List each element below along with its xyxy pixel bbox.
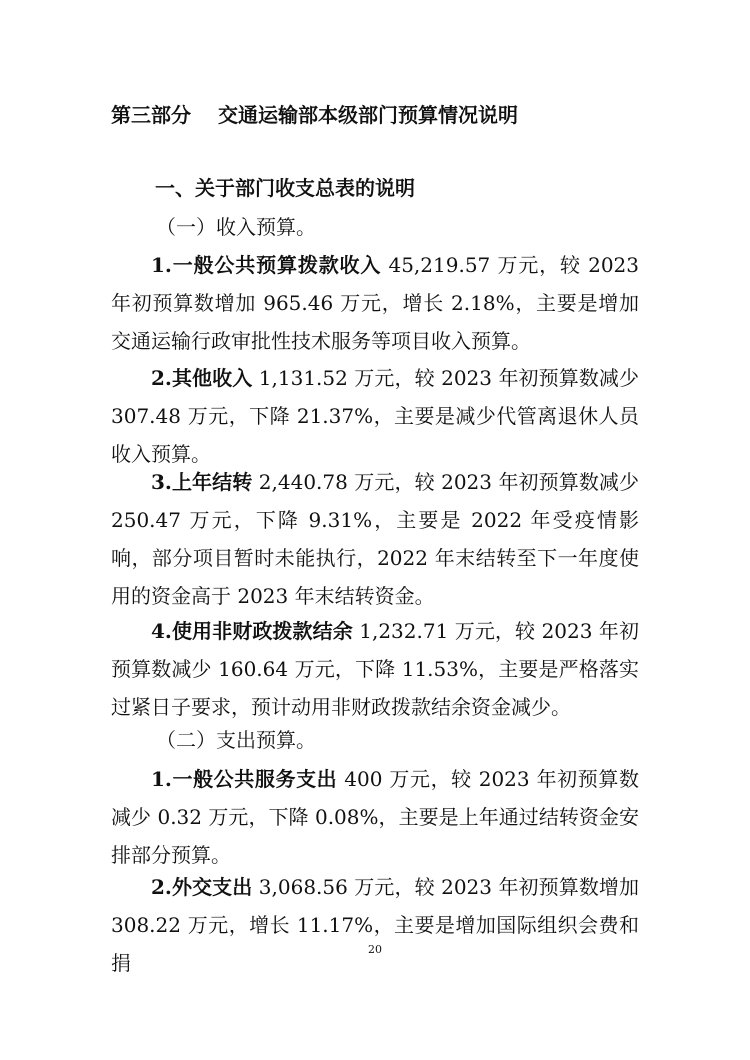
expenditure-item-1-text: 400 万元，较 2023 年初预算数减少 0.32 万元，下降 0.08%，主要是上年通过结转资金安排部分预算。 [111,767,639,867]
expenditure-item-2-text: 3,068.56 万元，较 2023 年初预算数增加 308.22 万元，增长 11.17%，主要是增加国际组织会费和捐 [111,875,640,975]
income-item-3 [111,463,639,615]
income-item-1-lead: 1.一般公共预算拨款收入 [151,253,382,277]
expenditure-item-2-lead: 2.外交支出 [151,875,253,899]
income-item-4-lead: 4.使用非财政拨款结余 [151,619,353,643]
income-heading: （一）收入预算。 [156,215,316,239]
income-item-1-text: 45,219.57 万元，较 2023 年初预算数增加 965.46 万元，增长 2.18%，主要是增加交通运输行政审批性技术服务等项目收入预算。 [111,253,639,353]
income-item-4 [111,612,639,726]
part-title: 第三部分 交通运输部本级部门预算情况说明 [111,103,518,127]
expenditure-item-2 [111,868,639,982]
income-item-4-text: 1,232.71 万元，较 2023 年初预算数减少 160.64 万元，下降 11.53%，主要是严格落实过紧日子要求，预计动用非财政拨款结余资金减少。 [111,619,640,719]
expenditure-item-1 [111,760,639,874]
income-item-3-text: 2,440.78 万元，较 2023 年初预算数减少 250.47 万元，下降 9.31%，主要是 2022 年受疫情影响，部分项目暂时未能执行，2022 年末结转至下一年度使用的资金高于 2023 年末结转资金。 [111,470,640,608]
income-item-1 [111,246,639,360]
page-number: 20 [368,943,382,956]
income-item-2-text: 1,131.52 万元，较 2023 年初预算数减少 307.48 万元，下降 21.37%，主要是减少代管离退休人员收入预算。 [111,366,640,466]
income-item-2 [111,359,639,473]
section-heading: 一、关于部门收支总表的说明 [155,176,415,200]
expenditure-item-1-lead: 1.一般公共服务支出 [151,767,338,791]
income-item-2-lead: 2.其他收入 [151,366,253,390]
income-item-3-lead: 3.上年结转 [151,470,253,494]
expenditure-heading: （二）支出预算。 [156,728,316,752]
